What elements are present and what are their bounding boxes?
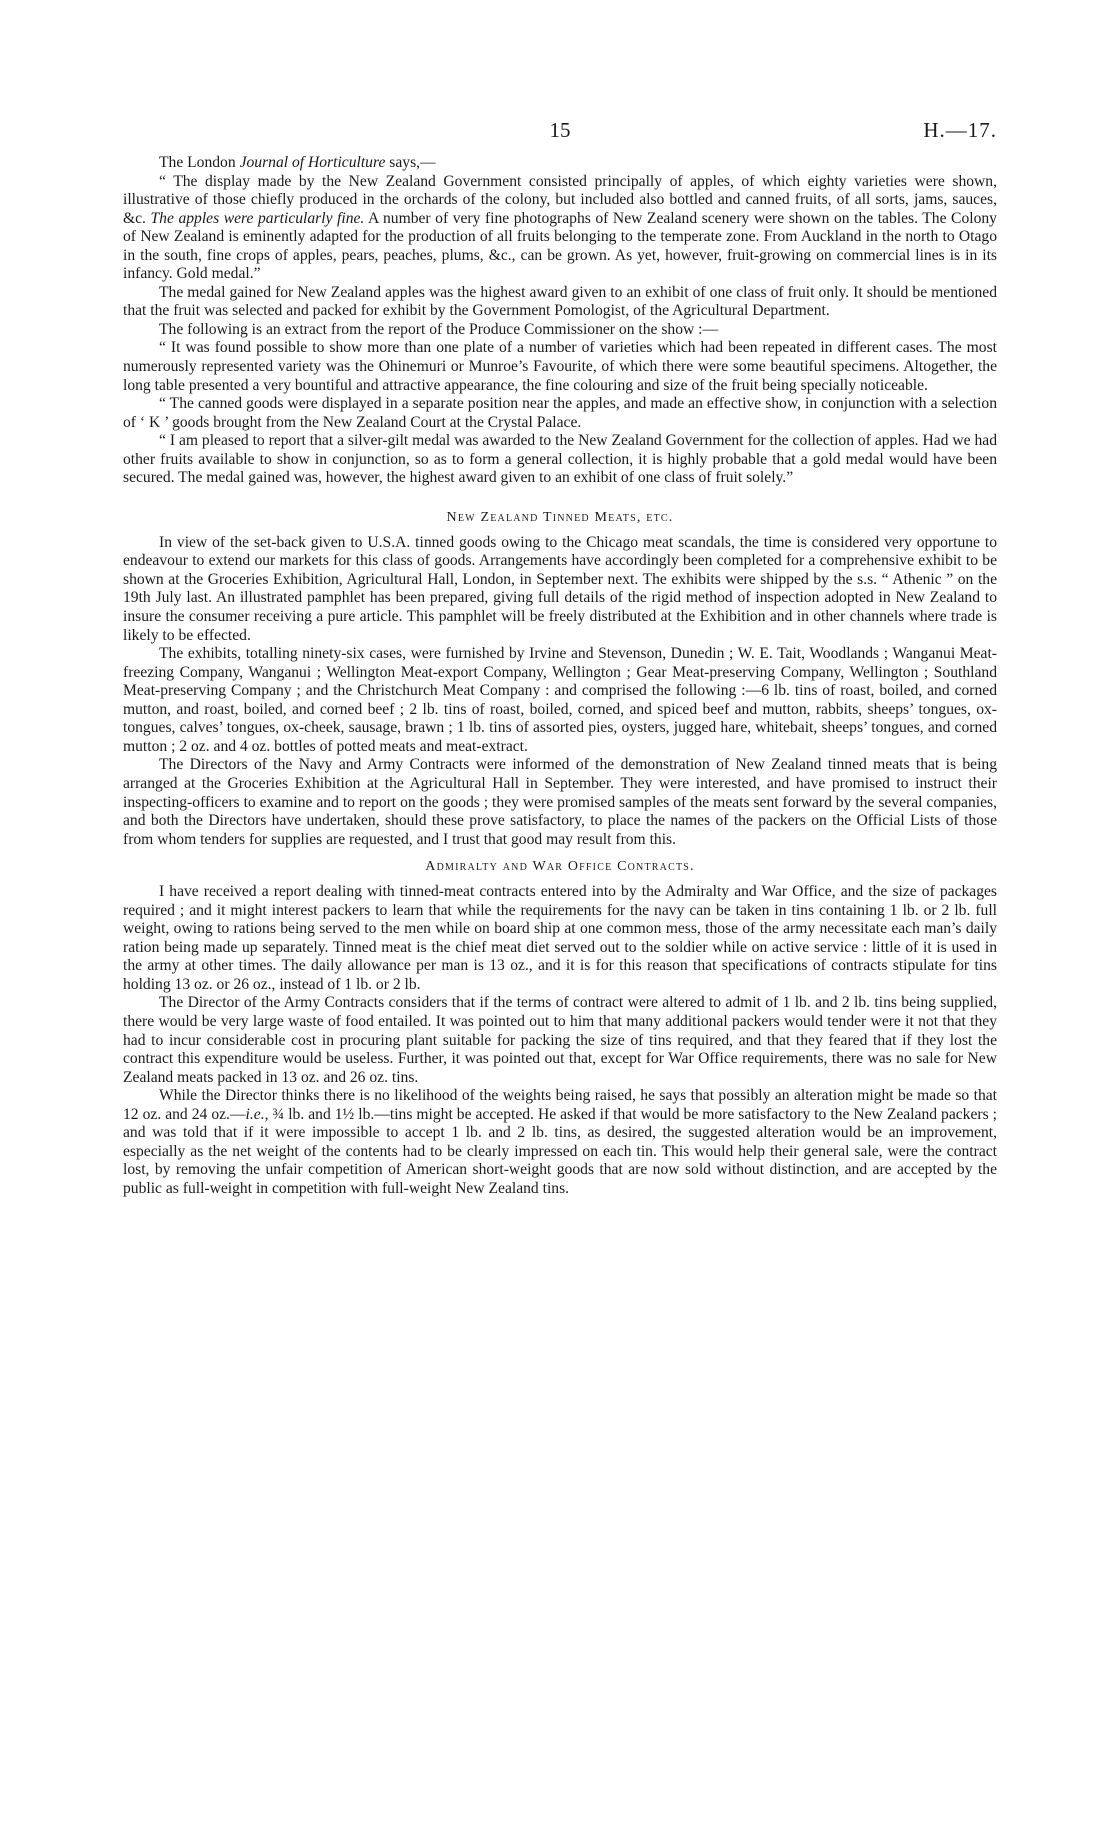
section-heading-contracts: Admiralty and War Office Contracts. (425, 859, 695, 875)
contracts-section (123, 859, 997, 1198)
paragraph-army-contracts: The Director of the Army Contracts considers that if the terms of contract were altered to admit of 1 lb. and 2 lb. tins being supplied, there would be very large waste of food entailed. It was pointed out to him that many additional packers would tender were it not that they had to incur considerable cost in procuring plant suitable for packing the size of tins required, and that they feared that if they lost the contract this expenditure would be useless. Further, it was pointed out that, except for War Office requirements, there was no sale for New Zealand meats packed in 13 oz. and 26 oz. tins. (123, 994, 997, 1086)
horticulture-section (123, 154, 997, 488)
section-heading-tinned-meats: New Zealand Tinned Meats, etc. (446, 509, 674, 525)
tinned-meats-section (123, 510, 997, 849)
paragraph-chicago: In view of the set-back given to U.S.A. tinned goods owing to the Chicago meat scandals, the time is considered very opportune to endeavour to extend our markets for this class of goods. Arrangements have accordingly been completed for a comprehensive exhibit to be shown at the Groceries Exhibition, Agricultural Hall, London, in September next. The exhibits were shipped by the s.s. “ Athenic ” on the 19th July last. An illustrated pamphlet has been prepared, giving full details of the rigid method of inspection adopted in New Zealand to insure the consumer receiving a pure article. This pamphlet will be freely distributed at the Exhibition and in other channels where trade is likely to be effected. (123, 533, 997, 644)
document-page (123, 118, 997, 1198)
paragraph-quote-varieties: “ It was found possible to show more than one plate of a number of varieties which had been repeated in different cases. The most numerously represented variety was the Ohinemuri or Munroe’s Favourite, of which there were some beautiful specimens. Altogether, the long table presented a very bountiful and attractive appearance, the fine colouring and size of the fruit being specially noticeable. (123, 339, 997, 394)
paragraph-admiralty: I have received a report dealing with tinned-meat contracts entered into by the Admiralty and War Office, and the size of packages required ; and it might interest packers to learn that while the requirements for the navy can be taken in tins containing 1 lb. or 2 lb. full weight, owing to rations being served to the men while on board ship at one common mess, those of the army necessitate each man’s daily ration being made up separately. Tinned meat is the chief meat diet served out to the soldier while on active service : little of it is used in the army at other times. The daily allowance per man is 13 oz., and it is for this reason that specifications of contracts stipulate for tins holding 13 oz. or 26 oz., instead of 1 lb. or 2 lb. (123, 883, 997, 993)
paragraph-directors: The Directors of the Navy and Army Contracts were informed of the demonstration of New Zealand tinned meats that is being arranged at the Groceries Exhibition at the Agricultural Hall in September. They were interested, and have promised to instruct their inspecting-officers to examine and to report on the goods ; they were promised samples of the meats sent forward by the several companies, and both the Directors have undertaken, should these prove satisfactory, to place the names of the packers on the Official Lists of those from whom tenders for supplies are requested, and I trust that good may result from this. (123, 756, 997, 848)
paragraph-weights: While the Director thinks there is no likelihood of the weights being raised, he says that possibly an alteration might be made so that 12 oz. and 24 oz.—i.e., ¾ lb. and 1½ lb.—tins might be accepted. He asked if that would be more satisfactory to the New Zealand packers ; and was told that if it were impossible to accept 1 lb. and 2 lb. tins, as desired, the suggested alteration would be an improvement, especially as the net weight of the contents had to be clearly impressed on each tin. This would help their general sale, were the contract lost, by removing the unfair competition of American short-weight goods that are now sold without distinction, and are accepted by the public as full-weight in competition with full-weight New Zealand tins. (123, 1087, 997, 1197)
page-number: 15 (549, 118, 571, 142)
document-reference: H.—17. (923, 118, 997, 142)
paragraph-quote-display: “ The display made by the New Zealand Government consisted principally of apples, of which eighty varieties were shown, illustrative of those chiefly produced in the orchards of the colony, but included also bottled and canned fruits, of all sorts, jams, sauces, &c. The apples were particularly fine. A number of very fine photographs of New Zealand scenery were shown on the tables. The Colony of New Zealand is eminently adapted for the production of all fruits belonging to the temperate zone. From Auckland in the north to Otago in the south, fine crops of apples, pears, peaches, plums, &c., can be grown. As yet, however, fruit-growing on commercial lines is in its infancy. Gold medal.” (123, 172, 997, 283)
paragraph-medal: The medal gained for New Zealand apples was the highest award given to an exhibit of one class of fruit only. It should be mentioned that the fruit was selected and packed for exhibit by the Government Pomologist, of the Agricultural Department. (123, 283, 997, 320)
paragraph-exhibits: The exhibits, totalling ninety-six cases, were furnished by Irvine and Stevenson, Dunedin ; W. E. Tait, Woodlands ; Wanganui Meat-freezing Company, Wanganui ; Wellington Meat-export Company, Wellington ; Gear Meat-preserving Company, Wellington ; Southland Meat-preserving Company ; and the Christchurch Meat Company : and comprised the following :—6 lb. tins of roast, boiled, and corned mutton, and roast, boiled, and corned beef ; 2 lb. tins of roast, boiled, corned, and spiced beef and mutton, rabbits, sheeps’ tongues, ox-tongues, calves’ tongues, ox-cheek, sausage, brawn ; 1 lb. tins of assorted pies, oysters, jugged hare, whitebait, sheeps’ tongues, and corned mutton ; 2 oz. and 4 oz. bottles of potted meats and meat-extract. (123, 645, 997, 755)
journal-title: Journal of Horticulture (239, 154, 386, 171)
paragraph-extract-intro: The following is an extract from the report of the Produce Commissioner on the show :— (159, 320, 719, 338)
paragraph-quote-silver-gilt: “ I am pleased to report that a silver-gilt medal was awarded to the New Zealand Government for the collection of apples. Had we had other fruits available to show in conjunction, so as to form a general collection, it is highly probable that a gold medal would have been secured. The medal gained was, however, the highest award given to an exhibit of one class of fruit solely.” (123, 432, 997, 487)
emphasis-apples: The apples were particularly fine. (150, 209, 365, 227)
running-head (123, 118, 997, 154)
paragraph-quote-canned: “ The canned goods were displayed in a separate position near the apples, and made an effective show, in conjunction with a selection of ‘ K ’ goods brought from the New Zealand Court at the Crystal Palace. (123, 395, 997, 431)
paragraph-intro: The London Journal of Horticulture says,— (159, 154, 436, 171)
